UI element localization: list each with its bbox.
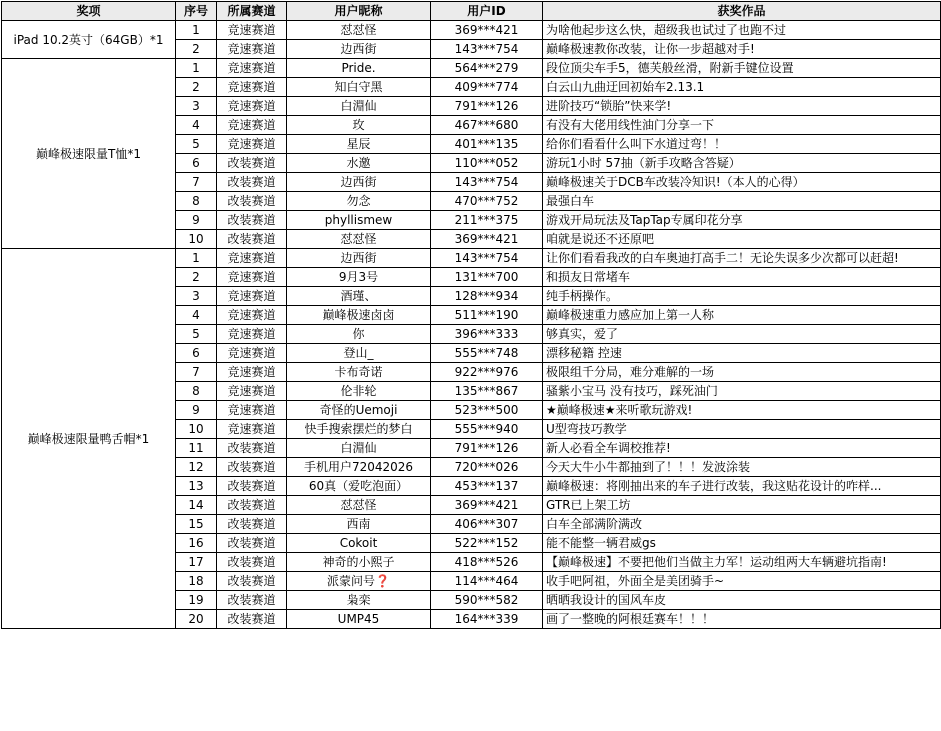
track-cell: 竞速赛道 [217,59,287,78]
work-cell: 巅峰极速重力感应加上第一人称 [543,306,941,325]
nickname-cell: 60真（爱吃泡面） [287,477,431,496]
nickname-cell: 怼怼怪 [287,496,431,515]
work-cell: 最强白车 [543,192,941,211]
nickname-cell: 勿念 [287,192,431,211]
nickname-cell: 奇怪的Uemoji [287,401,431,420]
uid-cell: 369***421 [431,496,543,515]
nickname-cell: 白淵仙 [287,97,431,116]
seq-cell: 14 [176,496,217,515]
uid-cell: 114***464 [431,572,543,591]
seq-cell: 20 [176,610,217,629]
work-cell: GTR已上架工坊 [543,496,941,515]
work-cell: 和损友日常堵车 [543,268,941,287]
track-cell: 竞速赛道 [217,21,287,40]
uid-cell: 396***333 [431,325,543,344]
header-work: 获奖作品 [543,2,941,21]
nickname-cell: 水邀 [287,154,431,173]
work-cell: 游戏开局玩法及TapTap专属印花分享 [543,211,941,230]
work-cell: 为啥他起步这么快，超级我也试过了也跑不过 [543,21,941,40]
nickname-cell: 玫 [287,116,431,135]
work-cell: 纯手柄操作。 [543,287,941,306]
nickname-cell: 伦非轮 [287,382,431,401]
work-cell: 白云山九曲迂回初始车2.13.1 [543,78,941,97]
uid-cell: 128***934 [431,287,543,306]
work-cell: 游玩1小时 57抽（新手攻略含答疑） [543,154,941,173]
header-seq: 序号 [176,2,217,21]
track-cell: 改装赛道 [217,477,287,496]
track-cell: 改装赛道 [217,591,287,610]
seq-cell: 17 [176,553,217,572]
work-cell: 让你们看看我改的白车奥迪打高手二！无论失误多少次都可以赶超! [543,249,941,268]
seq-cell: 8 [176,382,217,401]
track-cell: 竞速赛道 [217,287,287,306]
work-cell: 咱就是说还不还原吧 [543,230,941,249]
track-cell: 竞速赛道 [217,116,287,135]
seq-cell: 10 [176,230,217,249]
nickname-cell: 巅峰极速卤卤 [287,306,431,325]
seq-cell: 3 [176,97,217,116]
track-cell: 改装赛道 [217,439,287,458]
work-cell: 巅峰极速关于DCB车改装冷知识!（本人的心得） [543,173,941,192]
work-cell: 巅峰极速：将刚抽出来的车子进行改装，我这贴花设计的咋样... [543,477,941,496]
seq-cell: 4 [176,116,217,135]
nickname-cell: 你 [287,325,431,344]
uid-cell: 922***976 [431,363,543,382]
uid-cell: 453***137 [431,477,543,496]
nickname-cell: 边西街 [287,40,431,59]
work-cell: 晒晒我设计的国风车皮 [543,591,941,610]
track-cell: 改装赛道 [217,230,287,249]
work-cell: 够真实，爱了 [543,325,941,344]
uid-cell: 131***700 [431,268,543,287]
seq-cell: 15 [176,515,217,534]
track-cell: 改装赛道 [217,553,287,572]
seq-cell: 6 [176,154,217,173]
track-cell: 竞速赛道 [217,97,287,116]
work-cell: 骚紫小宝马 没有技巧，踩死油门 [543,382,941,401]
track-cell: 竞速赛道 [217,325,287,344]
work-cell: 今天大牛小牛都抽到了！！！发波涂装 [543,458,941,477]
seq-cell: 5 [176,325,217,344]
nickname-cell: UMP45 [287,610,431,629]
seq-cell: 1 [176,21,217,40]
seq-cell: 9 [176,211,217,230]
uid-cell: 409***774 [431,78,543,97]
uid-cell: 522***152 [431,534,543,553]
nickname-cell: 9月3号 [287,268,431,287]
uid-cell: 110***052 [431,154,543,173]
uid-cell: 470***752 [431,192,543,211]
uid-cell: 135***867 [431,382,543,401]
work-cell: U型弯技巧教学 [543,420,941,439]
work-cell: 有没有大佬用线性油门分享一下 [543,116,941,135]
nickname-cell: 酒瑾、 [287,287,431,306]
track-cell: 竞速赛道 [217,344,287,363]
nickname-cell: 派蒙问号❓ [287,572,431,591]
seq-cell: 7 [176,363,217,382]
winners-table [1,1,941,629]
uid-cell: 511***190 [431,306,543,325]
seq-cell: 8 [176,192,217,211]
nickname-cell: 星辰 [287,135,431,154]
track-cell: 改装赛道 [217,154,287,173]
header-row [2,2,941,21]
uid-cell: 143***754 [431,40,543,59]
nickname-cell: 快手搜索摆烂的梦白 [287,420,431,439]
work-cell: 漂移秘籍 控速 [543,344,941,363]
seq-cell: 12 [176,458,217,477]
header-nickname: 用户昵称 [287,2,431,21]
work-cell: 极限组千分局，难分难解的一场 [543,363,941,382]
seq-cell: 1 [176,59,217,78]
nickname-cell: 西南 [287,515,431,534]
track-cell: 改装赛道 [217,496,287,515]
seq-cell: 19 [176,591,217,610]
nickname-cell: phyllismew [287,211,431,230]
uid-cell: 211***375 [431,211,543,230]
track-cell: 竞速赛道 [217,268,287,287]
uid-cell: 406***307 [431,515,543,534]
work-cell: 段位顶尖车手5，德芙般丝滑，附新手键位设置 [543,59,941,78]
work-cell: 巅峰极速教你改装，让你一步超越对手! [543,40,941,59]
track-cell: 竞速赛道 [217,420,287,439]
uid-cell: 720***026 [431,458,543,477]
work-cell: 新人必看全车调校推荐! [543,439,941,458]
header-prize: 奖项 [2,2,176,21]
uid-cell: 555***940 [431,420,543,439]
track-cell: 竞速赛道 [217,363,287,382]
table-row [2,59,941,78]
nickname-cell: 神奇的小熙子 [287,553,431,572]
seq-cell: 16 [176,534,217,553]
seq-cell: 18 [176,572,217,591]
prize-cell: 巅峰极速限量T恤*1 [2,59,176,249]
uid-cell: 564***279 [431,59,543,78]
seq-cell: 4 [176,306,217,325]
nickname-cell: 怼怼怪 [287,21,431,40]
uid-cell: 523***500 [431,401,543,420]
track-cell: 改装赛道 [217,458,287,477]
table-body [2,21,941,629]
track-cell: 改装赛道 [217,173,287,192]
header-track: 所属赛道 [217,2,287,21]
track-cell: 改装赛道 [217,572,287,591]
track-cell: 竞速赛道 [217,401,287,420]
work-cell: 能不能整一辆君威gs [543,534,941,553]
track-cell: 竞速赛道 [217,135,287,154]
track-cell: 竞速赛道 [217,382,287,401]
nickname-cell: 白淵仙 [287,439,431,458]
work-cell: 白车全部满阶满改 [543,515,941,534]
seq-cell: 5 [176,135,217,154]
seq-cell: 13 [176,477,217,496]
uid-cell: 467***680 [431,116,543,135]
uid-cell: 143***754 [431,249,543,268]
header-uid: 用户ID [431,2,543,21]
seq-cell: 6 [176,344,217,363]
uid-cell: 401***135 [431,135,543,154]
uid-cell: 791***126 [431,439,543,458]
uid-cell: 418***526 [431,553,543,572]
seq-cell: 10 [176,420,217,439]
seq-cell: 3 [176,287,217,306]
work-cell: 进阶技巧“锁胎”快来学! [543,97,941,116]
work-cell: 给你们看看什么叫下水道过弯！！ [543,135,941,154]
nickname-cell: 怼怼怪 [287,230,431,249]
uid-cell: 164***339 [431,610,543,629]
track-cell: 竞速赛道 [217,306,287,325]
nickname-cell: 边西街 [287,249,431,268]
seq-cell: 2 [176,40,217,59]
uid-cell: 143***754 [431,173,543,192]
seq-cell: 1 [176,249,217,268]
track-cell: 竞速赛道 [217,78,287,97]
track-cell: 改装赛道 [217,610,287,629]
track-cell: 竞速赛道 [217,40,287,59]
nickname-cell: 手机用户72042026 [287,458,431,477]
track-cell: 改装赛道 [217,211,287,230]
table-row [2,249,941,268]
nickname-cell: 登山_ [287,344,431,363]
work-cell: 【巅峰极速】不要把他们当做主力军！运动组两大车辆避坑指南! [543,553,941,572]
nickname-cell: Pride. [287,59,431,78]
track-cell: 改装赛道 [217,192,287,211]
work-cell: 画了一整晚的阿根廷赛车！！！ [543,610,941,629]
prize-cell: 巅峰极速限量鸭舌帽*1 [2,249,176,629]
seq-cell: 11 [176,439,217,458]
track-cell: 改装赛道 [217,515,287,534]
nickname-cell: Cokoit [287,534,431,553]
uid-cell: 590***582 [431,591,543,610]
prize-cell: iPad 10.2英寸（64GB）*1 [2,21,176,59]
uid-cell: 369***421 [431,21,543,40]
nickname-cell: 知白守黑 [287,78,431,97]
work-cell: 收手吧阿祖，外面全是美团骑手~ [543,572,941,591]
uid-cell: 791***126 [431,97,543,116]
nickname-cell: 边西街 [287,173,431,192]
seq-cell: 2 [176,78,217,97]
nickname-cell: 枭栾 [287,591,431,610]
track-cell: 竞速赛道 [217,249,287,268]
work-cell: ★巅峰极速★来听歌玩游戏! [543,401,941,420]
uid-cell: 369***421 [431,230,543,249]
track-cell: 改装赛道 [217,534,287,553]
seq-cell: 2 [176,268,217,287]
nickname-cell: 卡布奇诺 [287,363,431,382]
seq-cell: 7 [176,173,217,192]
uid-cell: 555***748 [431,344,543,363]
seq-cell: 9 [176,401,217,420]
table-row [2,21,941,40]
